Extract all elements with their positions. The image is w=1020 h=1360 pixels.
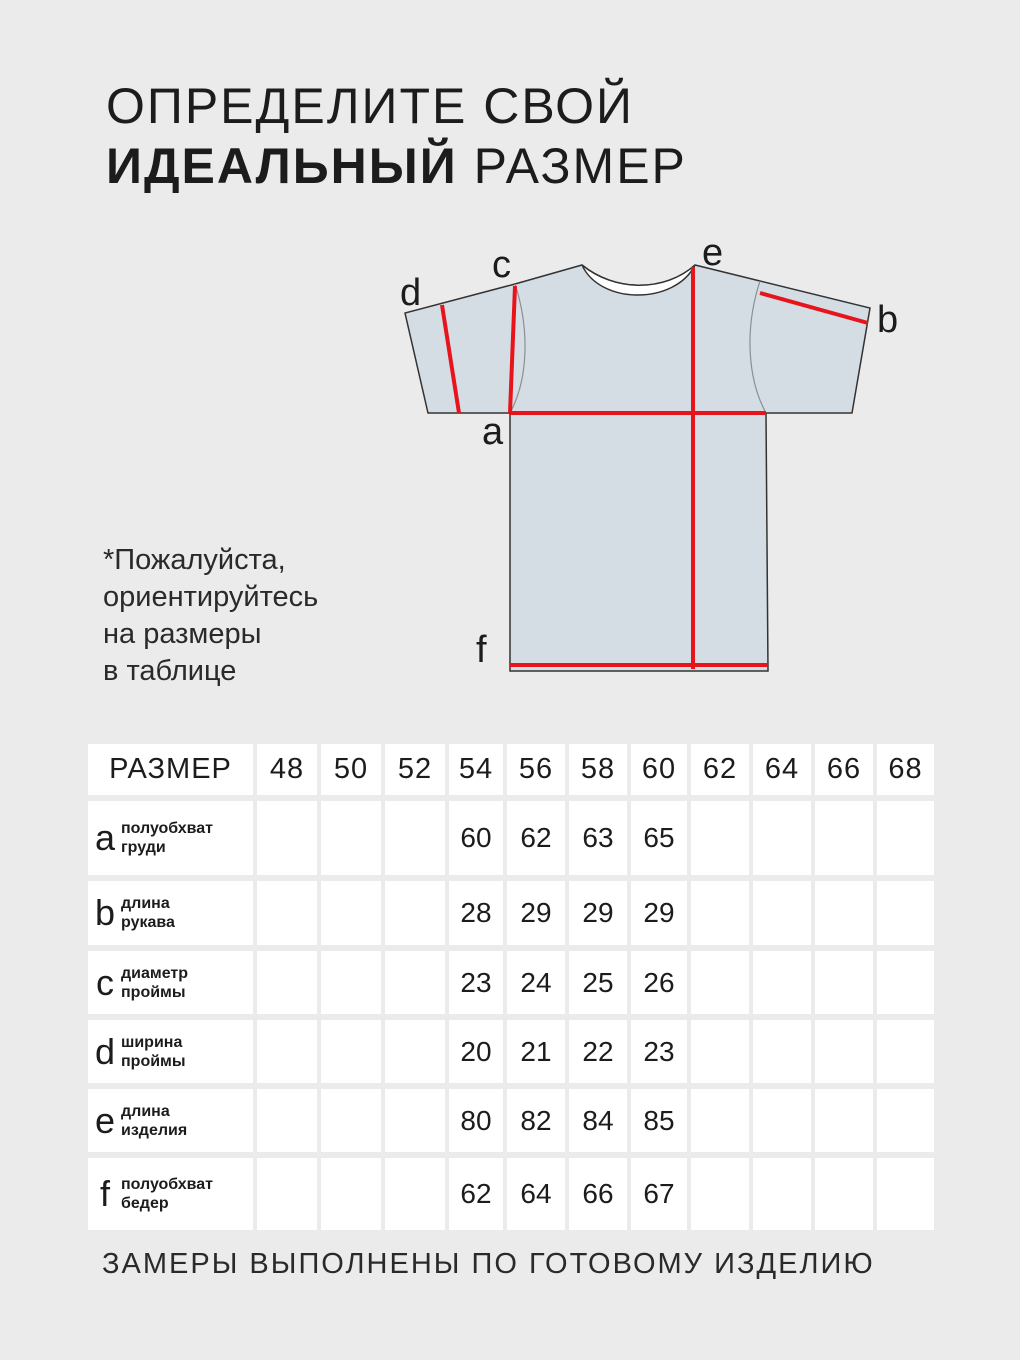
- size-header-64: 64: [753, 744, 811, 795]
- row-description: [121, 1102, 187, 1140]
- table-cell: [753, 881, 811, 945]
- table-cell: [385, 1089, 445, 1152]
- table-cell: 85: [631, 1089, 687, 1152]
- table-cell: 26: [631, 951, 687, 1014]
- row-description-line: бедер: [121, 1195, 169, 1212]
- diagram-label-f: f: [476, 629, 487, 671]
- size-header-60: 60: [631, 744, 687, 795]
- table-cell: [321, 801, 381, 875]
- table-cell: 66: [569, 1158, 627, 1230]
- size-note: [103, 542, 403, 690]
- table-cell: 20: [449, 1020, 503, 1083]
- row-label-a: [88, 801, 253, 875]
- title-rest-word: РАЗМЕР: [473, 138, 687, 194]
- row-description-line: полуобхват: [121, 1176, 214, 1193]
- table-cell: [877, 881, 934, 945]
- table-cell: 82: [507, 1089, 565, 1152]
- table-cell: [321, 1089, 381, 1152]
- table-cell: 67: [631, 1158, 687, 1230]
- size-table: [88, 744, 923, 1230]
- size-header-52: 52: [385, 744, 445, 795]
- table-cell: 80: [449, 1089, 503, 1152]
- table-cell: [257, 1089, 317, 1152]
- row-description: [121, 819, 213, 857]
- table-cell: 64: [507, 1158, 565, 1230]
- row-label-d: [88, 1020, 253, 1083]
- table-cell: [321, 881, 381, 945]
- size-header-66: 66: [815, 744, 873, 795]
- note-line: в таблице: [103, 655, 237, 687]
- table-cell: 22: [569, 1020, 627, 1083]
- row-description: [121, 964, 188, 1002]
- table-cell: 29: [507, 881, 565, 945]
- diagram-label-c: c: [492, 244, 511, 286]
- table-cell: 62: [507, 801, 565, 875]
- table-cell: [691, 1089, 749, 1152]
- table-cell: 24: [507, 951, 565, 1014]
- note-line: *Пожалуйста,: [103, 544, 286, 576]
- table-cell: [815, 881, 873, 945]
- size-header-54: 54: [449, 744, 503, 795]
- size-header-58: 58: [569, 744, 627, 795]
- table-cell: 23: [449, 951, 503, 1014]
- row-description: [121, 1033, 186, 1071]
- diagram-label-b: b: [877, 299, 899, 341]
- table-cell: 63: [569, 801, 627, 875]
- table-cell: [321, 1158, 381, 1230]
- row-label-f: [88, 1158, 253, 1230]
- diagram-label-d: d: [400, 272, 422, 314]
- table-cell: 29: [631, 881, 687, 945]
- diagram-label-e: e: [702, 232, 724, 274]
- row-description-line: полуобхват: [121, 820, 214, 837]
- table-cell: [815, 1020, 873, 1083]
- table-cell: 25: [569, 951, 627, 1014]
- table-cell: [815, 801, 873, 875]
- row-label-e: [88, 1089, 253, 1152]
- row-description: [121, 894, 175, 932]
- table-cell: [877, 1158, 934, 1230]
- tshirt-body: [405, 265, 870, 671]
- size-header-label: РАЗМЕР: [88, 744, 253, 795]
- row-description-line: диаметр: [121, 964, 189, 982]
- table-cell: 28: [449, 881, 503, 945]
- row-description-line: проймы: [121, 1052, 186, 1070]
- row-label-c: [88, 951, 253, 1014]
- row-description-line: рукава: [121, 914, 175, 931]
- row-description-line: ширина: [121, 1033, 183, 1051]
- size-header-48: 48: [257, 744, 317, 795]
- table-cell: [753, 951, 811, 1014]
- table-cell: [385, 951, 445, 1014]
- table-cell: [691, 881, 749, 945]
- title-bold-word: ИДЕАЛЬНЫЙ: [106, 138, 458, 194]
- table-cell: [877, 1020, 934, 1083]
- table-cell: [815, 1158, 873, 1230]
- row-letter: a: [94, 817, 116, 858]
- row-letter: f: [99, 1173, 110, 1214]
- table-cell: [321, 1020, 381, 1083]
- table-cell: [257, 1020, 317, 1083]
- table-cell: [815, 951, 873, 1014]
- table-cell: [257, 951, 317, 1014]
- table-cell: 62: [449, 1158, 503, 1230]
- diagram-label-a: a: [482, 411, 504, 453]
- table-cell: 21: [507, 1020, 565, 1083]
- size-header-50: 50: [321, 744, 381, 795]
- table-cell: [321, 951, 381, 1014]
- table-cell: [877, 801, 934, 875]
- table-cell: [257, 1158, 317, 1230]
- table-cell: 29: [569, 881, 627, 945]
- table-cell: [385, 801, 445, 875]
- row-description-line: длина: [121, 895, 170, 912]
- table-cell: [385, 1158, 445, 1230]
- size-header-56: 56: [507, 744, 565, 795]
- row-label-b: [88, 881, 253, 945]
- table-cell: [877, 951, 934, 1014]
- row-letter: d: [94, 1030, 116, 1072]
- row-letter: c: [96, 961, 114, 1003]
- row-description-line: длина: [121, 1102, 170, 1120]
- table-cell: [385, 881, 445, 945]
- table-cell: [753, 1020, 811, 1083]
- footer-note: ЗАМЕРЫ ВЫПОЛНЕНЫ ПО ГОТОВОМУ ИЗДЕЛИЮ: [102, 1248, 875, 1280]
- table-cell: 23: [631, 1020, 687, 1083]
- row-description-line: проймы: [121, 983, 186, 1001]
- table-cell: 84: [569, 1089, 627, 1152]
- row-description-line: изделия: [121, 1121, 188, 1139]
- row-letter: b: [94, 892, 116, 933]
- row-letter: e: [94, 1099, 116, 1141]
- table-cell: [691, 801, 749, 875]
- size-header-68: 68: [877, 744, 934, 795]
- table-cell: [691, 1158, 749, 1230]
- table-cell: [877, 1089, 934, 1152]
- table-cell: [257, 801, 317, 875]
- table-cell: [815, 1089, 873, 1152]
- table-cell: [753, 801, 811, 875]
- size-header-62: 62: [691, 744, 749, 795]
- row-description: [121, 1175, 213, 1213]
- row-description-line: груди: [121, 839, 166, 856]
- title-line-1: ОПРЕДЕЛИТЕ СВОЙ: [106, 78, 634, 134]
- table-cell: [691, 951, 749, 1014]
- table-cell: 60: [449, 801, 503, 875]
- table-cell: 65: [631, 801, 687, 875]
- table-cell: [257, 881, 317, 945]
- table-cell: [753, 1089, 811, 1152]
- note-line: на размеры: [103, 618, 262, 650]
- table-cell: [385, 1020, 445, 1083]
- table-cell: [753, 1158, 811, 1230]
- table-cell: [691, 1020, 749, 1083]
- note-line: ориентируйтесь: [103, 581, 319, 613]
